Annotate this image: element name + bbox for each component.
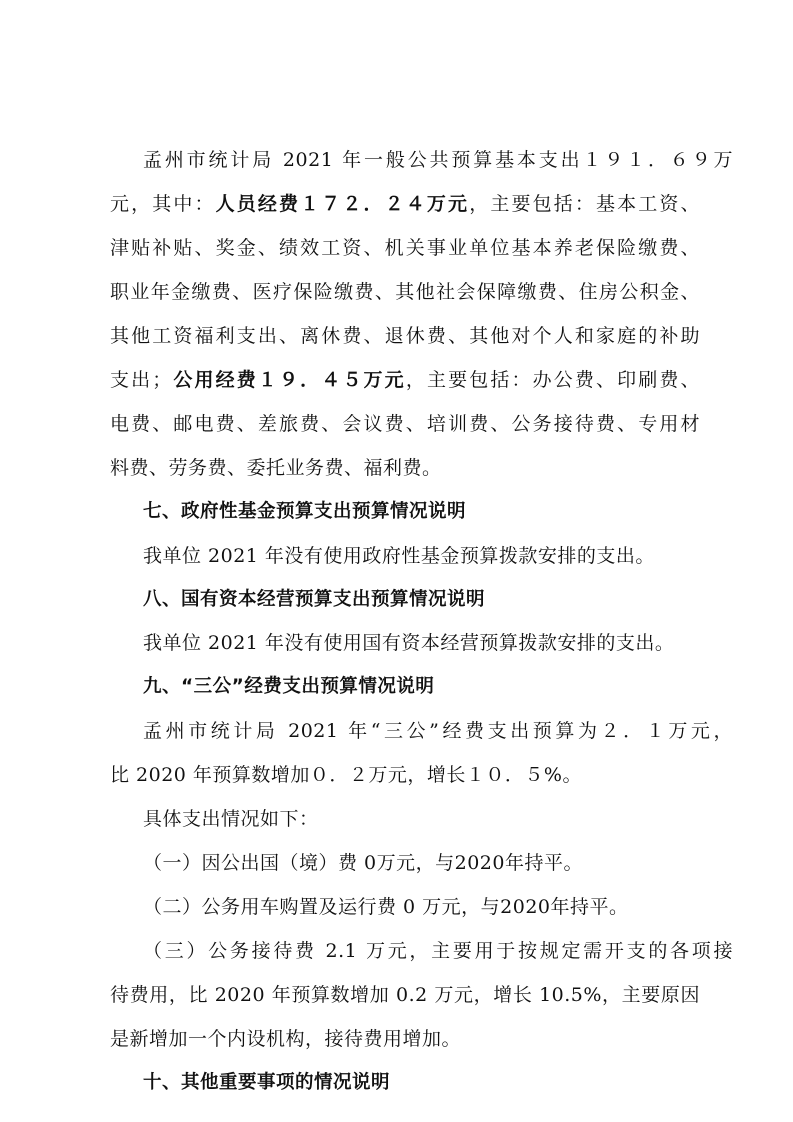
budget-line-8: 料费、劳务费、委托业务费、福利费。 <box>110 457 442 479</box>
section-8-heading: 八、国有资本经营预算支出预算情况说明 <box>143 589 486 610</box>
section-9-item-3-line-3: 是新增加一个内设机构，接待费用增加。 <box>110 1028 462 1050</box>
section-9-item-3-line-2: 待费用，比 2020 年预算数增加 0.2 万元，增长 10.5%，主要原因 <box>110 984 700 1006</box>
section-9-heading: 九、“三公”经费支出预算情况说明 <box>143 676 435 697</box>
budget-line-6-post: ，主要包括：办公费、印刷费、 <box>405 369 700 391</box>
section-9-item-3-line-1: （三）公务接待费 2.1 万元，主要用于按规定需开支的各项接 <box>143 940 733 962</box>
section-10-heading: 十、其他重要事项的情况说明 <box>143 1072 391 1093</box>
section-9-line-2: 比 2020 年预算数增加０．２万元，增长１０．５%。 <box>110 764 582 786</box>
section-7-body: 我单位 2021 年没有使用政府性基金预算拨款安排的支出。 <box>143 545 655 567</box>
section-9-item-1: （一）因公出国（境）费 0万元，与2020年持平。 <box>143 852 583 874</box>
budget-line-3: 津贴补贴、奖金、绩效工资、机关事业单位基本养老保险缴费、 <box>110 237 700 259</box>
budget-line-6-pre: 支出； <box>110 369 172 391</box>
budget-line-2-post: ，主要包括：基本工资、 <box>469 193 700 215</box>
budget-line-2-pre: 元，其中： <box>110 193 216 215</box>
section-9-line-1: 孟州市统计局 2021 年“三公”经费支出预算为２．１万元， <box>143 720 733 742</box>
section-9-intro: 具体支出情况如下： <box>143 808 319 830</box>
budget-line-7: 电费、邮电费、差旅费、会议费、培训费、公务接待费、专用材 <box>110 413 700 435</box>
budget-line-2 <box>110 192 700 216</box>
budget-line-4: 职业年金缴费、医疗保险缴费、其他社会保障缴费、住房公积金、 <box>110 281 700 303</box>
budget-line-6 <box>110 368 700 392</box>
personnel-expense-bold: 人员经费１７２．２４万元 <box>215 193 470 215</box>
budget-line-5: 其他工资福利支出、离休费、退休费、其他对个人和家庭的补助 <box>110 325 700 347</box>
section-9-item-2: （二）公务用车购置及运行费 0 万元，与2020年持平。 <box>143 896 629 918</box>
budget-line-1: 孟州市统计局 2021 年一般公共预算基本支出１９１．６９万 <box>143 149 733 171</box>
section-8-body: 我单位 2021 年没有使用国有资本经营预算拨款安排的支出。 <box>143 632 675 654</box>
public-expense-bold: 公用经费１９．４５万元 <box>171 369 406 391</box>
section-7-heading: 七、政府性基金预算支出预算情况说明 <box>143 501 467 522</box>
